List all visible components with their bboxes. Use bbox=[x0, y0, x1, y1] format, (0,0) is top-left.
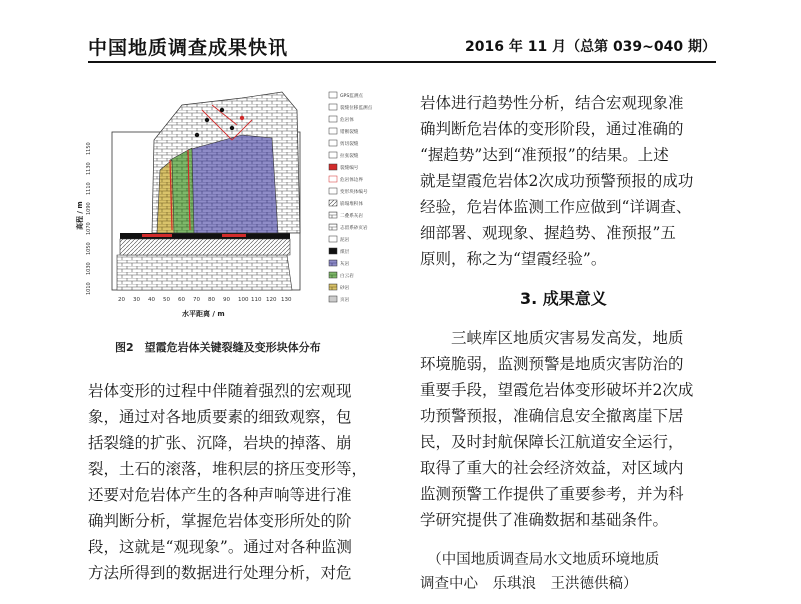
text-line: 取得了重大的社会经济效益，对区域内 bbox=[420, 459, 684, 477]
legend-swatch bbox=[329, 140, 337, 146]
x-tick-label: 70 bbox=[193, 297, 200, 303]
legend-label: 危岩体边界 bbox=[340, 178, 363, 183]
figure-cross-section bbox=[76, 80, 402, 320]
text-line: 环境脆弱，监测预警是地质灾害防治的 bbox=[420, 355, 684, 373]
issue-info: 2016 年 11 月（总第 039~040 期） bbox=[465, 39, 716, 55]
text-line: 学研究提供了准确数据和基础条件。 bbox=[420, 511, 669, 529]
author-credit bbox=[420, 548, 659, 596]
x-axis bbox=[118, 297, 292, 303]
y-tick-label: 1070 bbox=[86, 222, 92, 235]
legend-label: 志留系砂页岩 bbox=[340, 226, 368, 231]
text-line: 还要对危岩体产生的各种声响等进行准 bbox=[88, 486, 352, 504]
text-line: 确判断危岩体的变形阶段，通过准确的 bbox=[420, 120, 684, 138]
text-line: 细部署、观现象、握趋势、准预报”五 bbox=[420, 224, 676, 242]
legend-label: 白云岩 bbox=[340, 274, 354, 279]
x-axis-label: 水平距离 / m bbox=[182, 310, 225, 318]
deformation-block-purple bbox=[182, 135, 278, 233]
page-header bbox=[88, 33, 716, 59]
y-axis-label: 高程 / m bbox=[76, 201, 84, 230]
legend-swatch bbox=[329, 104, 337, 110]
legend-label: 页岩 bbox=[340, 298, 350, 303]
y-tick-label: 1090 bbox=[86, 202, 92, 215]
x-tick-label: 20 bbox=[118, 297, 125, 303]
x-tick-label: 30 bbox=[133, 297, 140, 303]
legend-swatch bbox=[329, 296, 337, 302]
coal-seam-marker bbox=[142, 234, 172, 237]
text-line: 方法所得到的数据进行处理分析，对危 bbox=[88, 564, 352, 582]
coal-seam-marker bbox=[222, 234, 246, 237]
legend-swatch bbox=[329, 284, 337, 290]
text-line: 段，这就是“观现象”。通过对各种监测 bbox=[88, 538, 352, 556]
legend-swatch bbox=[329, 272, 337, 278]
legend-label: 煤层 bbox=[340, 250, 350, 255]
gps-point bbox=[195, 133, 199, 137]
left-column-text bbox=[88, 378, 388, 586]
middle-strata bbox=[120, 239, 290, 255]
legend-swatch bbox=[329, 212, 337, 218]
legend-label: 危岩体 bbox=[340, 118, 354, 123]
right-column-text-bottom bbox=[420, 325, 720, 533]
legend-swatch bbox=[329, 188, 337, 194]
legend-label: 泥岩 bbox=[340, 238, 350, 243]
legend-label: GPS监测点 bbox=[340, 94, 364, 99]
text-line: 象，通过对各地质要素的细致观察，包 bbox=[88, 408, 352, 426]
legend-label: 剪切裂缝 bbox=[340, 142, 359, 147]
legend-swatch bbox=[329, 92, 337, 98]
legend-label: 崩塌堆积体 bbox=[340, 202, 363, 207]
text-line: 岩体变形的过程中伴随着强烈的宏观现 bbox=[88, 382, 352, 400]
y-tick-label: 1150 bbox=[86, 142, 92, 155]
text-line: 重要手段，望霞危岩体变形破坏并2次成 bbox=[420, 381, 694, 399]
text-line: 功预警预报，准确信息安全撤离崖下居 bbox=[420, 407, 684, 425]
legend-label: 裂缝位移监测点 bbox=[340, 106, 373, 111]
text-line: 就是望霞危岩体2次成功预警预报的成功 bbox=[420, 172, 694, 190]
y-axis bbox=[86, 142, 92, 295]
x-tick-label: 120 bbox=[266, 297, 277, 303]
y-tick-label: 1030 bbox=[86, 262, 92, 275]
text-line: 确判断分析，掌握危岩体变形所处的阶 bbox=[88, 512, 352, 530]
credit-line: 调查中心 乐琪浪 王洪德供稿） bbox=[420, 576, 638, 592]
text-line: 裂，土石的滚落，堆积层的挤压变形等， bbox=[88, 460, 368, 478]
text-line: “握趋势”达到“准预报”的结果。上述 bbox=[420, 146, 669, 164]
legend-label: 灰岩 bbox=[340, 262, 350, 267]
x-tick-label: 80 bbox=[208, 297, 215, 303]
y-tick-label: 1010 bbox=[86, 282, 92, 295]
header-rule bbox=[88, 61, 716, 63]
legend-label: 裂缝编号 bbox=[340, 166, 359, 171]
right-column-text-top bbox=[420, 90, 720, 272]
y-tick-label: 1110 bbox=[86, 182, 92, 195]
legend-label: 拉张裂缝 bbox=[340, 154, 359, 159]
figure-caption: 图2 望霞危岩体关键裂缝及变形块体分布 bbox=[115, 341, 321, 354]
legend-label: 二叠系灰岩 bbox=[340, 214, 363, 219]
legend-label: 错断裂缝 bbox=[340, 130, 359, 135]
legend-swatch bbox=[329, 164, 337, 170]
x-tick-label: 110 bbox=[251, 297, 262, 303]
cross-section-diagram bbox=[76, 80, 402, 320]
text-line: 岩体进行趋势性分析，结合宏观现象准 bbox=[420, 94, 684, 112]
legend-swatch bbox=[329, 152, 337, 158]
lower-strata bbox=[117, 255, 292, 290]
text-line: 经验，危岩体监测工作应做到“详调查、 bbox=[420, 198, 692, 216]
credit-line: （中国地质调查局水文地质环境地质 bbox=[420, 552, 660, 568]
gps-point bbox=[205, 118, 209, 122]
text-line: 民，及时封航保障长江航道安全运行， bbox=[420, 433, 684, 451]
crack-monitor-point bbox=[240, 116, 244, 120]
x-tick-label: 50 bbox=[163, 297, 170, 303]
y-tick-label: 1130 bbox=[86, 162, 92, 175]
text-line: 监测预警工作提供了重要参考，并为科 bbox=[420, 485, 684, 503]
legend-swatch bbox=[329, 236, 337, 242]
journal-title: 中国地质调查成果快讯 bbox=[88, 37, 289, 59]
legend-swatch bbox=[329, 176, 337, 182]
legend-label: 变形块体编号 bbox=[340, 190, 368, 195]
x-tick-label: 100 bbox=[238, 297, 249, 303]
y-tick-label: 1050 bbox=[86, 242, 92, 255]
section-heading: 3. 成果意义 bbox=[520, 289, 607, 308]
legend-swatch bbox=[329, 224, 337, 230]
text-line: 原则，称之为“望霞经验”。 bbox=[420, 250, 607, 268]
legend-swatch bbox=[329, 116, 337, 122]
legend-swatch bbox=[329, 260, 337, 266]
x-tick-label: 40 bbox=[148, 297, 155, 303]
x-tick-label: 130 bbox=[281, 297, 292, 303]
x-tick-label: 90 bbox=[223, 297, 230, 303]
legend-swatch bbox=[329, 200, 337, 206]
legend-swatch bbox=[329, 128, 337, 134]
text-line: 三峡库区地质灾害易发高发，地质 bbox=[420, 329, 684, 347]
legend-label: 砂岩 bbox=[340, 286, 350, 291]
gps-point bbox=[220, 108, 224, 112]
gps-point bbox=[230, 126, 234, 130]
legend-swatch bbox=[329, 248, 337, 254]
x-tick-label: 60 bbox=[178, 297, 185, 303]
legend bbox=[329, 92, 373, 303]
text-line: 括裂缝的扩张、沉降，岩块的掉落、崩 bbox=[88, 434, 352, 452]
